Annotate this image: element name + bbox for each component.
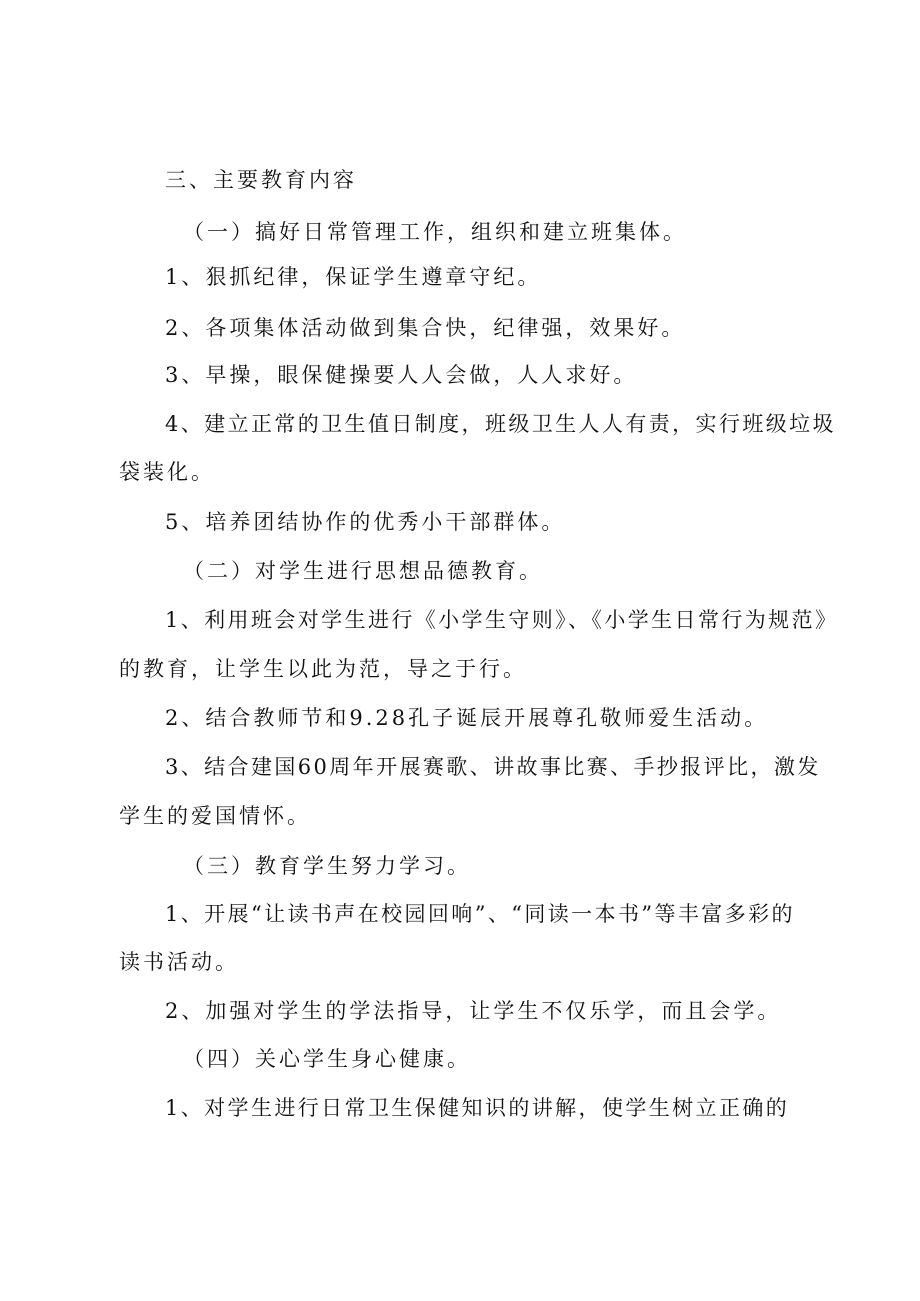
part1-item-4-line2: 袋装化。	[119, 460, 215, 484]
part1-item-3: 3、早操，眼保健操要人人会做，人人求好。	[165, 363, 638, 387]
part1-item-5: 5、培养团结协作的优秀小干部群体。	[165, 510, 566, 534]
part1-heading: （一）搞好日常管理工作，组织和建立班集体。	[183, 220, 687, 244]
part1-item-4-line1: 4、建立正常的卫生值日制度，班级卫生人人有责，实行班级垃圾	[165, 412, 836, 436]
part3-item-1-line2: 读书活动。	[119, 950, 239, 974]
section-title: 三、主要教育内容	[165, 168, 357, 192]
part3-heading: （三）教育学生努力学习。	[183, 854, 471, 878]
part3-item-2: 2、加强对学生的学法指导，让学生不仅乐学，而且会学。	[165, 999, 782, 1023]
part2-item-1-line2: 的教育，让学生以此为范，导之于行。	[119, 657, 527, 681]
part1-item-1: 1、狠抓纪律，保证学生遵章守纪。	[165, 265, 542, 289]
part4-heading: （四）关心学生身心健康。	[183, 1047, 471, 1071]
part3-item-1-line1: 1、开展“让读书声在校园回响”、“同读一本书”等丰富多彩的	[165, 902, 795, 926]
part2-heading: （二）对学生进行思想品德教育。	[183, 559, 543, 583]
part2-item-2: 2、结合教师节和9.28孔子诞辰开展尊孔敬师爱生活动。	[165, 706, 769, 730]
part2-item-1-line1: 1、利用班会对学生进行《小学生守则》、《小学生日常行为规范》	[165, 608, 839, 632]
part1-item-2: 2、各项集体活动做到集合快，纪律强，效果好。	[165, 316, 686, 340]
part2-item-3-line1: 3、结合建国60周年开展赛歌、讲故事比赛、手抄报评比，激发	[165, 755, 821, 779]
part2-item-3-line2: 学生的爱国情怀。	[119, 804, 311, 828]
part4-item-1-line1: 1、对学生进行日常卫生保健知识的讲解，使学生树立正确的	[165, 1096, 790, 1120]
